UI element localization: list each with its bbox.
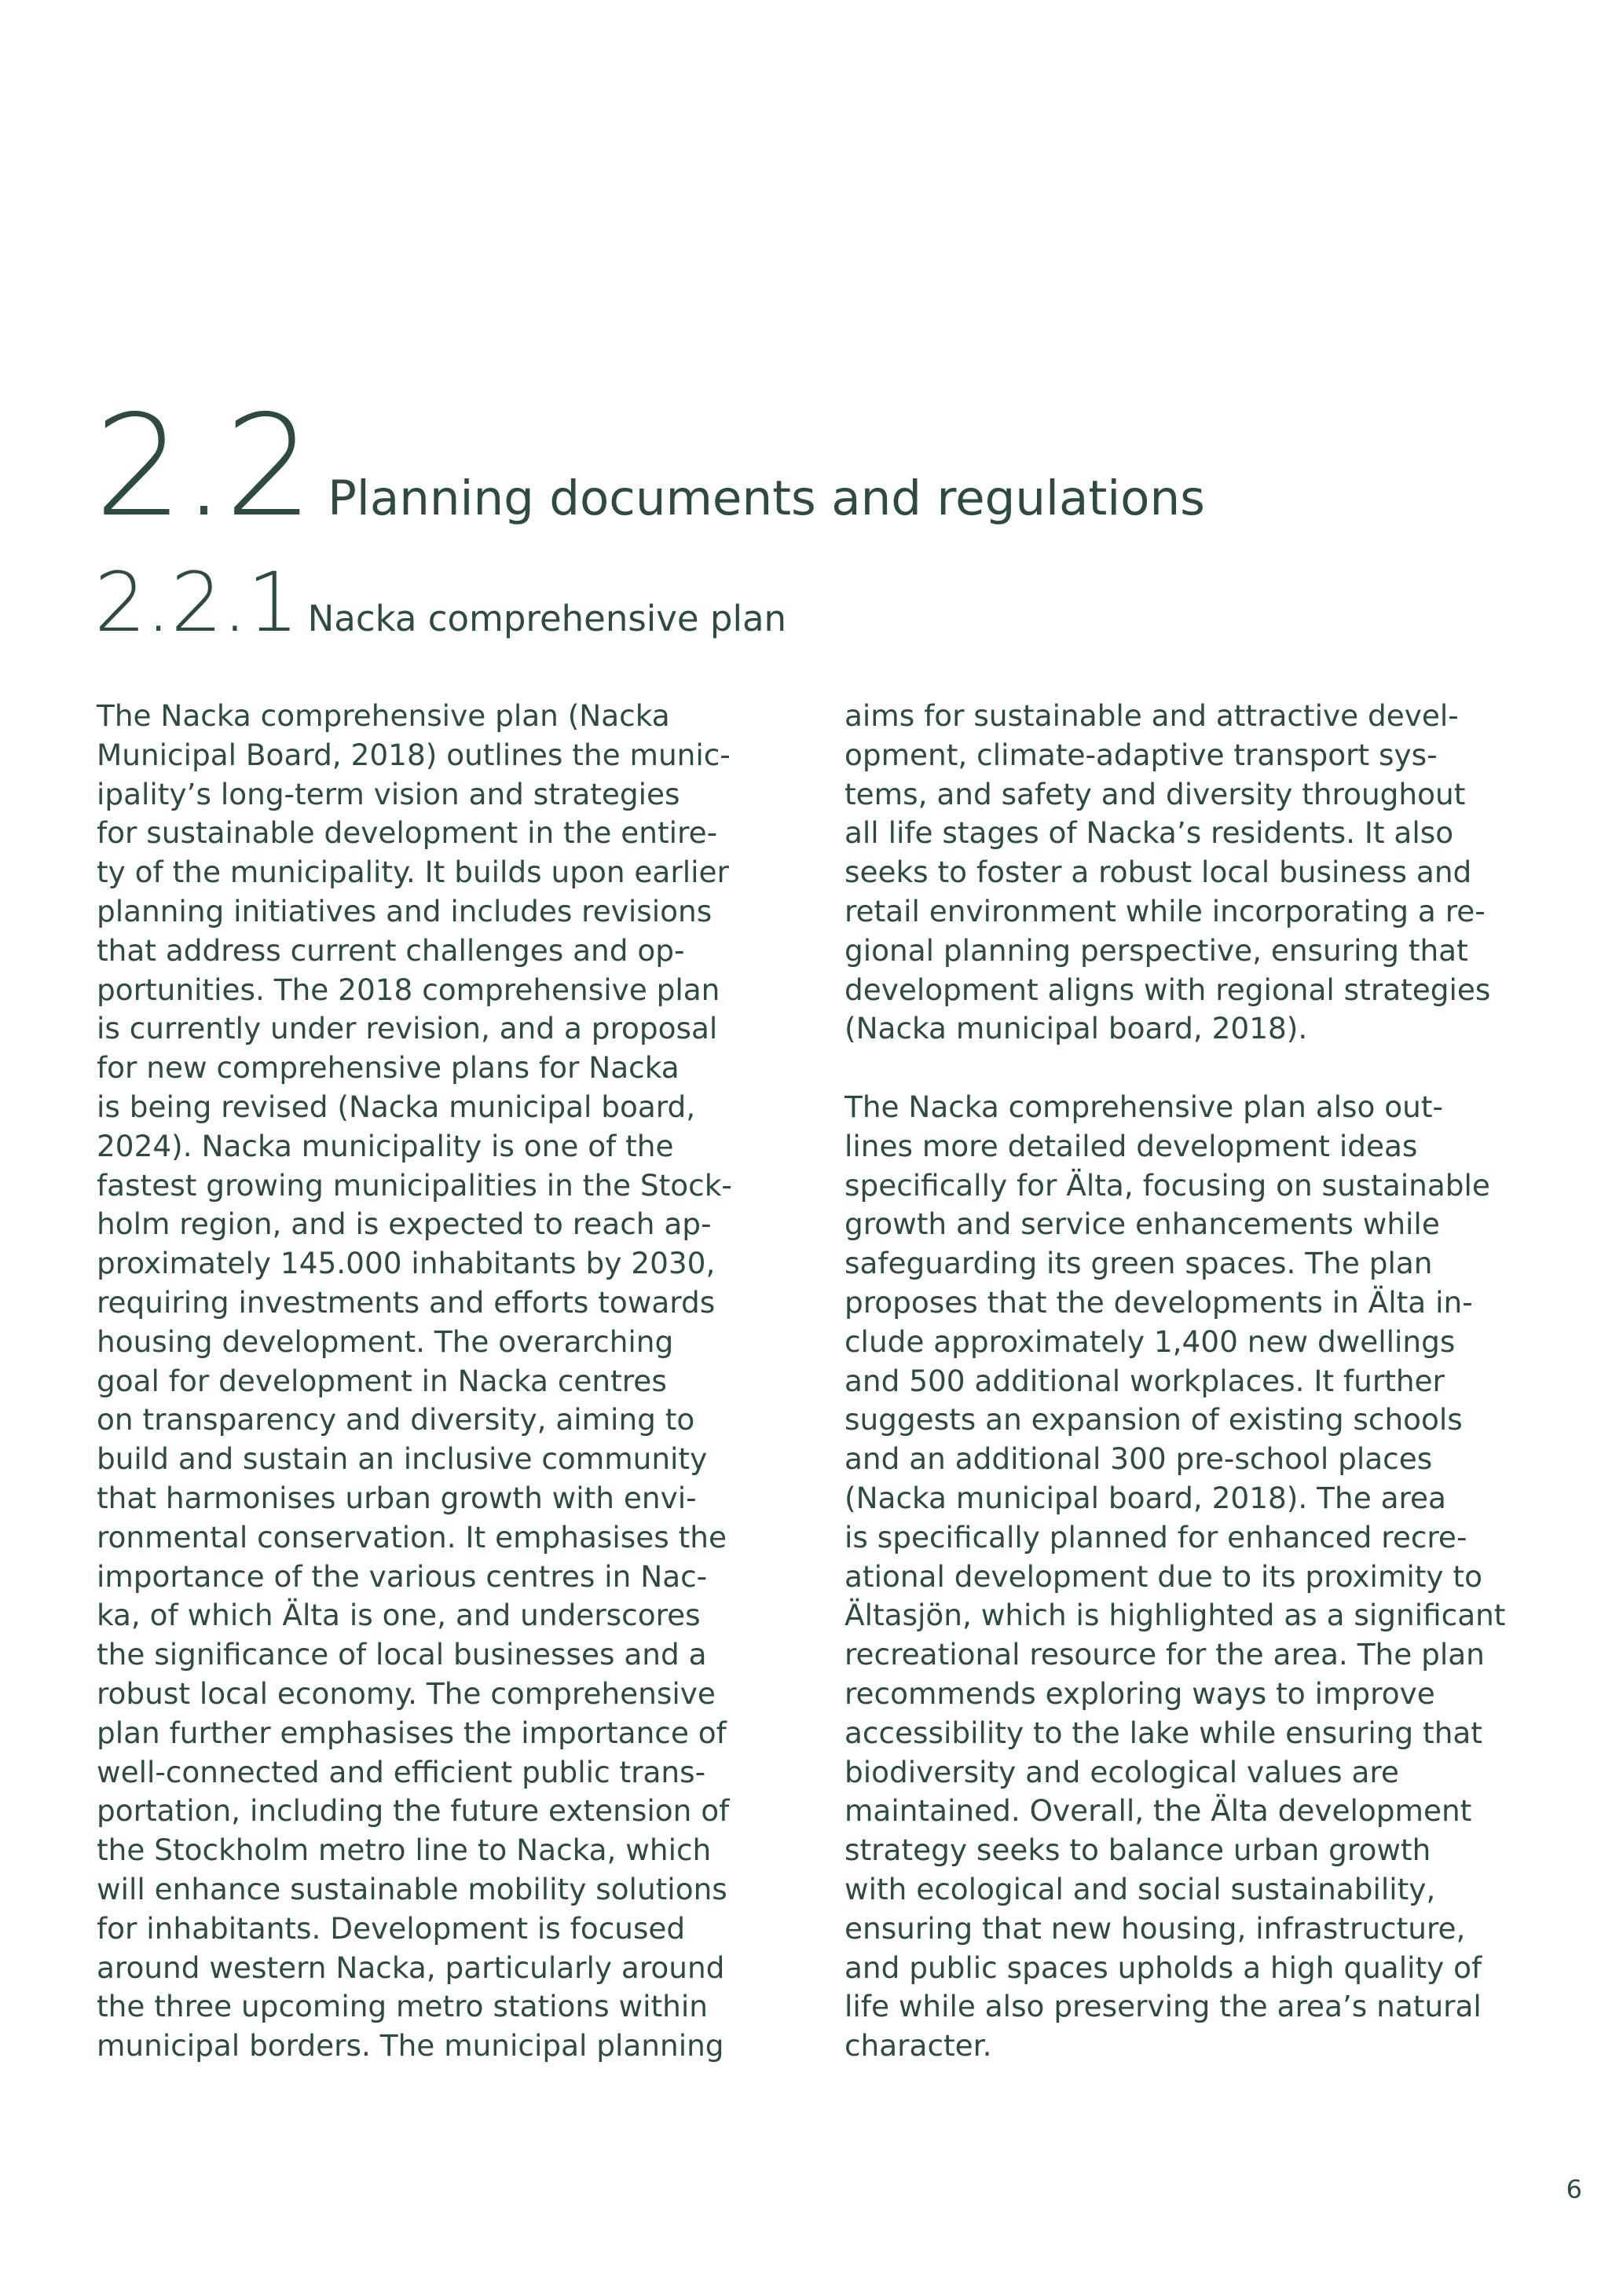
subsection-heading bbox=[94, 555, 787, 650]
section-heading bbox=[94, 385, 1205, 547]
section-title: Planning documents and regulations bbox=[328, 471, 1205, 526]
text-column-right bbox=[844, 697, 1526, 2066]
subsection-number: 2.2.1 bbox=[94, 555, 299, 650]
subsection-title: Nacka comprehensive plan bbox=[307, 598, 787, 639]
section-number: 2.2 bbox=[94, 385, 313, 547]
paragraph: aims for sustainable and attractive devel- opment, climate-adaptive transport sys- tems, and safety and diversity throughout all life stages of Nacka’s residents. It also seeks to foster a robust local business and retail environment while incorporating a re- gional planning perspective, ensuring that development aligns with regional strategies (Nacka municipal board, 2018). bbox=[844, 698, 1491, 1046]
paragraph: The Nacka comprehensive plan (Nacka Municipal Board, 2018) outlines the munic- ipality’s long-term vision and strategies for sustainable development in the entire- ty of the municipality. It builds upon earlier planning initiatives and includes revisions that address current challenges and op- portunities. The 2018 comprehensive plan is currently under revision, and a proposal for new comprehensive plans for Nacka is being revised (Nacka municipal board, 2024). Nacka municipality is one of the fastest growing municipalities in the Stock- holm region, and is expected to reach ap- proximately 145.000 inhabitants by 2030, requiring investments and efforts towards housing development. The overarching goal for development in Nacka centres on transparency and diversity, aiming to build and sustain an inclusive community that harmonises urban growth with envi- ronmental conservation. It emphasises the importance of the various centres in Nac- ka, of which Älta is one, and underscores the significance of local businesses and a robust local economy. The comprehensive plan further emphasises the importance of well-connected and efficient public trans- portation, including the future extension of the Stockholm metro line to Nacka, which will enhance sustainable mobility solutions for inhabitants. Development is focused around western Nacka, particularly around the three upcoming metro stations within municipal borders. The municipal planning bbox=[97, 698, 732, 2063]
page-number: 6 bbox=[1566, 2174, 1582, 2204]
paragraph: The Nacka comprehensive plan also out- lines more detailed development ideas specifically for Älta, focusing on sustainable growth and service enhancements while safeguarding its green spaces. The plan proposes that the developments in Älta in- clude approximately 1,400 new dwellings and 500 additional workplaces. It further suggests an expansion of existing schools and an additional 300 pre-school places (Nacka municipal board, 2018). The area is specifically planned for enhanced recre- ational development due to its proximity to Ältasjön, which is highlighted as a significant recreational resource for the area. The plan recommends exploring ways to improve accessibility to the lake while ensuring that biodiversity and ecological values are maintained. Overall, the Älta development strategy seeks to balance urban growth with ecological and social sustainability, ensuring that new housing, infrastructure, and public spaces upholds a high quality of life while also preserving the area’s natural character. bbox=[844, 1089, 1506, 2063]
text-column-left bbox=[97, 697, 779, 2066]
